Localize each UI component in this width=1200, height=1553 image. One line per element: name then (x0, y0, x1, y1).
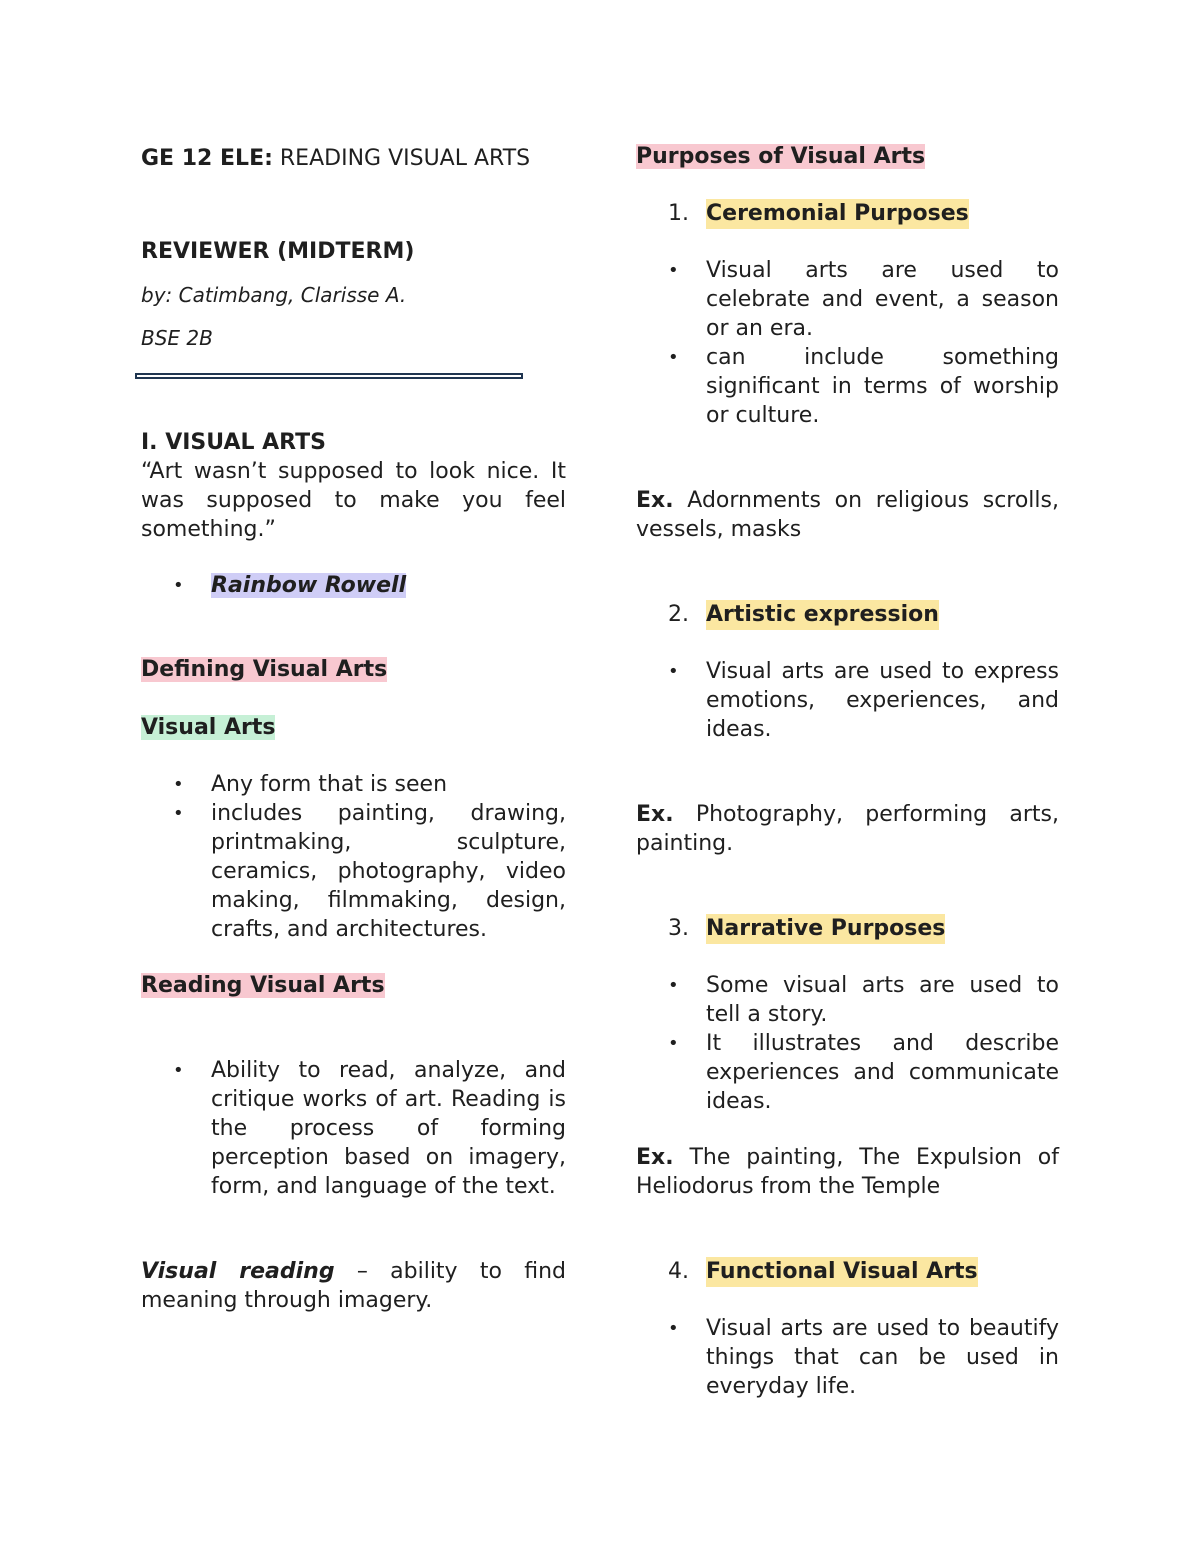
item-title: Narrative Purposes (706, 914, 945, 944)
item-title: Functional Visual Arts (706, 1257, 978, 1287)
ex-label: Ex. (636, 802, 674, 827)
list-item: • Visual arts are used to beautify things that can be used in everyday life. (706, 1314, 1059, 1401)
item-number: 4. (668, 1259, 689, 1284)
purpose-item-2 (636, 600, 1059, 630)
purpose-2-list (636, 657, 1059, 744)
list-item: • Any form that is seen (211, 770, 566, 799)
visual-arts-list (141, 770, 566, 944)
quote-author-list (141, 571, 566, 600)
left-column (141, 140, 566, 1315)
purpose-1-list (636, 256, 1059, 430)
quote-author: Rainbow Rowell (211, 573, 407, 598)
list-item: • Ability to read, analyze, and critique works of art. Reading is the process of forming perception based on imagery, form, and language of the text. (211, 1056, 566, 1201)
defining-heading: Defining Visual Arts (141, 657, 388, 682)
purpose-item-1 (636, 199, 1059, 229)
right-column (636, 140, 1059, 1401)
visual-arts-heading: Visual Arts (141, 715, 276, 740)
divider-rule (135, 373, 523, 379)
example-text: Adornments on religious scrolls, vessels, masks (636, 488, 1059, 542)
opening-quote: “Art wasn’t supposed to look nice. It was supposed to make you feel something.” (141, 459, 566, 542)
course-code: GE 12 ELE: (141, 146, 273, 171)
reading-heading: Reading Visual Arts (141, 973, 385, 998)
reviewer-title: REVIEWER (MIDTERM) (141, 239, 415, 264)
list-item: • Visual arts are used to express emotions, experiences, and ideas. (706, 657, 1059, 744)
purpose-3-list (636, 971, 1059, 1116)
visual-reading-definition (141, 1257, 566, 1315)
item-number: 2. (668, 602, 689, 627)
list-item: • includes painting, drawing, printmaking, sculpture, ceramics, photography, video making, filmmaking, design, crafts, and architectures. (211, 799, 566, 944)
list-item (211, 571, 566, 600)
example-3 (636, 1143, 1059, 1201)
list-item: • Visual arts are used to celebrate and event, a season or an era. (706, 256, 1059, 343)
item-number: 1. (668, 201, 689, 226)
purpose-item-3 (636, 914, 1059, 944)
ex-label: Ex. (636, 488, 674, 513)
item-title: Ceremonial Purposes (706, 199, 969, 229)
item-number: 3. (668, 916, 689, 941)
list-item: • Some visual arts are used to tell a story. (706, 971, 1059, 1029)
list-item: • can include something significant in terms of worship or culture. (706, 343, 1059, 430)
purpose-4-list (636, 1314, 1059, 1401)
visual-reading-term: Visual reading (141, 1259, 335, 1284)
course-title: READING VISUAL ARTS (272, 146, 531, 171)
example-text: Photography, performing arts, painting. (636, 802, 1059, 856)
item-title: Artistic expression (706, 600, 939, 630)
ex-label: Ex. (636, 1145, 674, 1170)
section-line: BSE 2B (141, 326, 213, 350)
example-text: The painting, The Expulsion of Heliodorus from the Temple (636, 1145, 1059, 1199)
reading-list (141, 1056, 566, 1201)
course-line (141, 144, 566, 173)
author-line: by: Catimbang, Clarisse A. (141, 283, 407, 307)
purpose-item-4 (636, 1257, 1059, 1287)
visual-reading-def: – ability to find meaning through imagery. (141, 1259, 566, 1313)
example-2 (636, 800, 1059, 858)
section-title: I. VISUAL ARTS (141, 430, 326, 455)
purposes-heading: Purposes of Visual Arts (636, 144, 926, 169)
example-1 (636, 486, 1059, 544)
list-item: • It illustrates and describe experiences and communicate ideas. (706, 1029, 1059, 1116)
